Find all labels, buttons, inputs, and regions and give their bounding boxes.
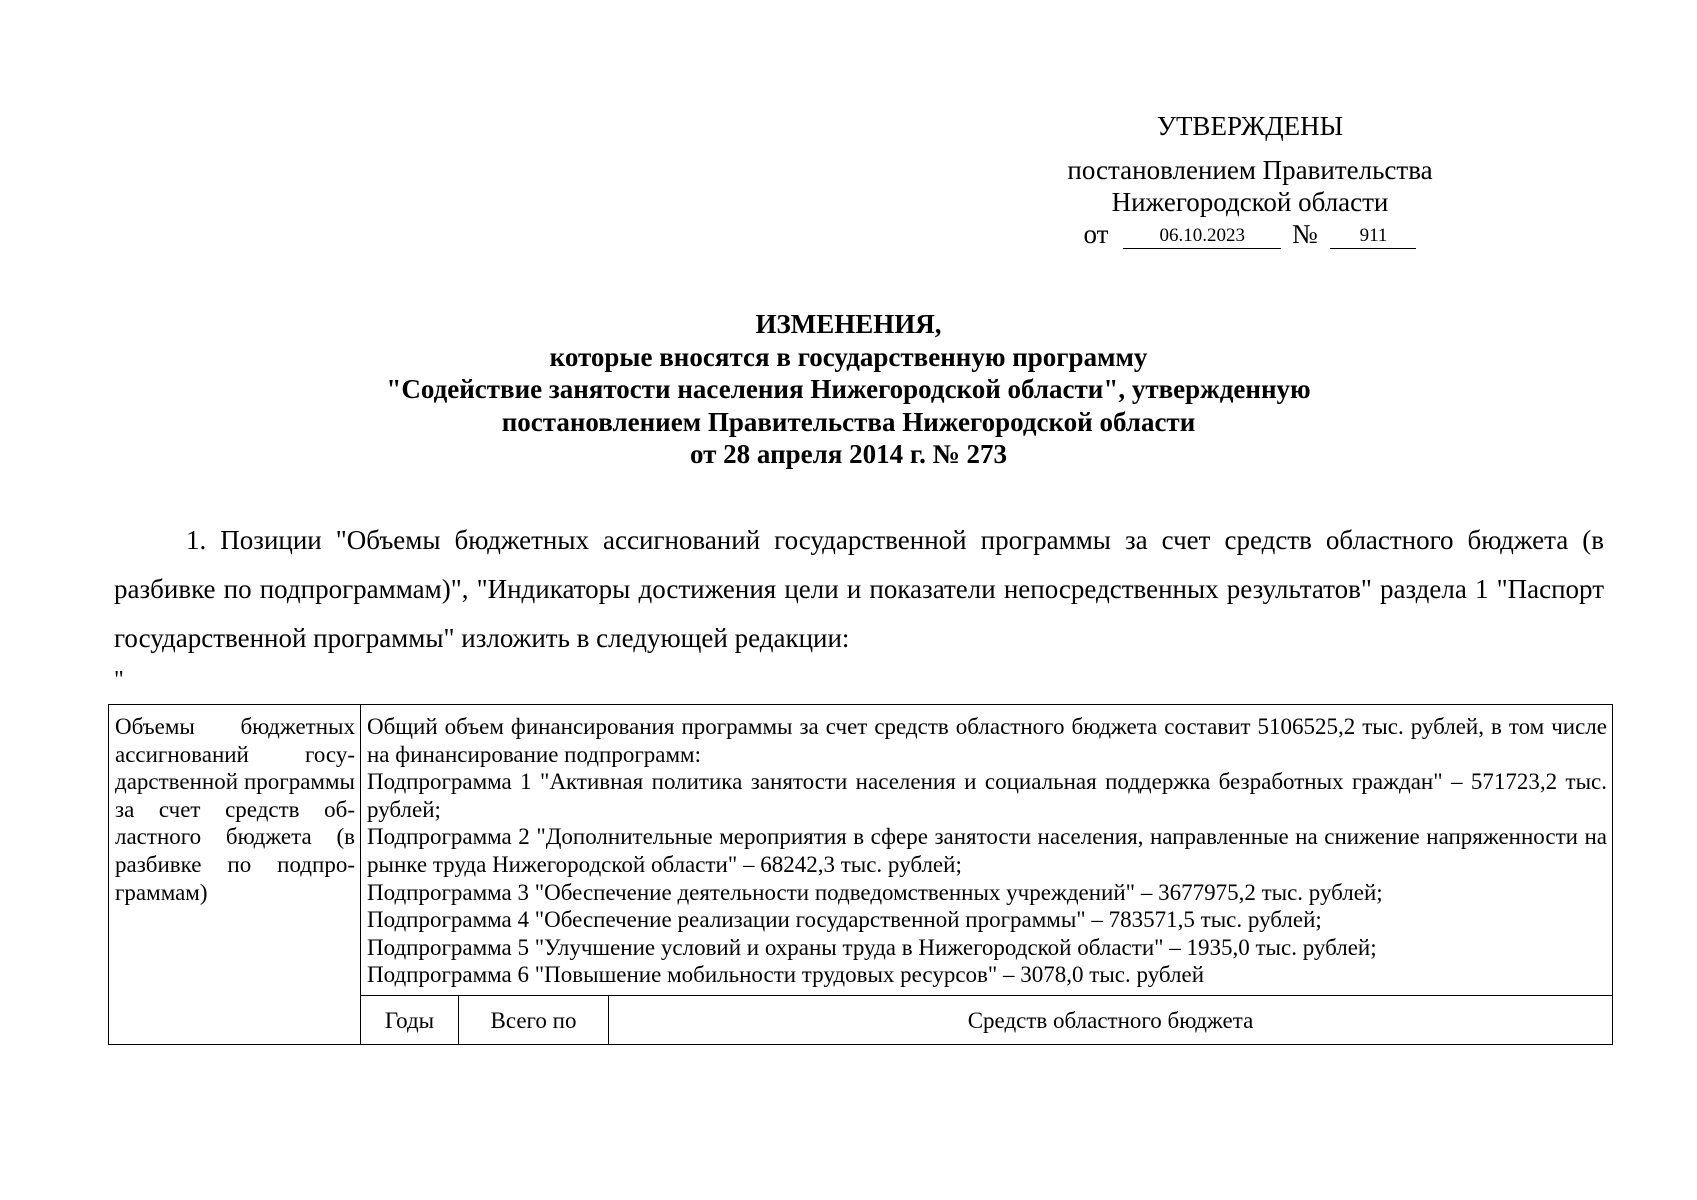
document-heading — [0, 308, 1697, 471]
paragraph-1: 1. Позиции "Объемы бюджетных ассигнований государственной программы за счет средств областного бюджета (в разбивке по подпрограммам)", "Индикаторы достижения цели и показатели непосредственных результатов" раздела 1 "Паспорт государственной программы" изложить в следующей редакции: — [114, 525, 1604, 653]
funding-line: Подпрограмма 1 "Активная политика занятости населения и социальная поддержка безработных граждан" – 571723,2 тыс. рублей; — [367, 769, 1607, 822]
subtable-header-row — [361, 996, 1612, 1044]
column-header-years: Годы — [361, 996, 459, 1044]
heading-line-3: "Содействие занятости населения Нижегородской области", утвержденную — [386, 374, 1311, 404]
approval-block — [1050, 110, 1450, 250]
heading-line-4: постановлением Правительства Нижегородской области — [501, 406, 1196, 437]
table-row — [109, 705, 1613, 996]
funding-line: Подпрограмма 2 "Дополнительные мероприятия в сфере занятости населения, направленные на снижение напряженности на рынке труда Нижегородской области" – 68242,3 тыс. рублей; — [367, 824, 1607, 877]
approval-number: 911 — [1330, 224, 1416, 249]
heading-line-5: от 28 апреля 2014 г. № 273 — [690, 439, 1007, 469]
funding-line: Подпрограмма 5 "Улучшение условий и охраны труда в Нижегородской области" – 1935,0 тыс. рублей; — [367, 934, 1377, 960]
approved-title: УТВЕРЖДЕНЫ — [1156, 111, 1344, 141]
funding-line: Подпрограмма 6 "Повышение мобильности трудовых ресурсов" – 3078,0 тыс. рублей — [367, 962, 1205, 988]
funding-line: Общий объем финансирования программы за счет средств областного бюджета составит 5106525,2 тыс. рублей, в том числе на финансирование подпрограмм: — [367, 714, 1607, 767]
column-header-regional-budget: Средств областного бюджета — [967, 1007, 1254, 1033]
heading-line-1: ИЗМЕНЕНИЯ, — [755, 309, 942, 339]
funding-line: Подпрограмма 3 "Обеспечение деятельности подведомственных учреждений" – 3677975,2 тыс. рублей; — [367, 879, 1383, 905]
approval-date: 06.10.2023 — [1123, 224, 1281, 249]
number-sign: № — [1291, 219, 1318, 249]
quote-mark: " — [114, 667, 124, 693]
heading-line-2: которые вносятся в государственную программу — [549, 341, 1148, 372]
position-name-cell: Объемы бюджетных ассигнований государственной программы за счет средств областного бюджета (в разбивке по подпрограммам) — [109, 705, 361, 1045]
column-header-total: Всего по — [459, 996, 609, 1044]
funding-line: Подпрограмма 4 "Обеспечение реализации государственной программы" – 783571,5 тыс. рублей; — [367, 907, 1322, 933]
approval-date-line — [1084, 218, 1417, 250]
subtable-cell — [361, 995, 1613, 1044]
funding-subtable — [361, 996, 1612, 1044]
approval-line-1: постановлением Правительства — [1067, 155, 1433, 185]
passport-table — [108, 704, 1613, 1045]
approval-line-2: Нижегородской области — [1111, 187, 1389, 217]
date-prefix: от — [1083, 219, 1109, 249]
funding-description-cell — [361, 705, 1613, 996]
